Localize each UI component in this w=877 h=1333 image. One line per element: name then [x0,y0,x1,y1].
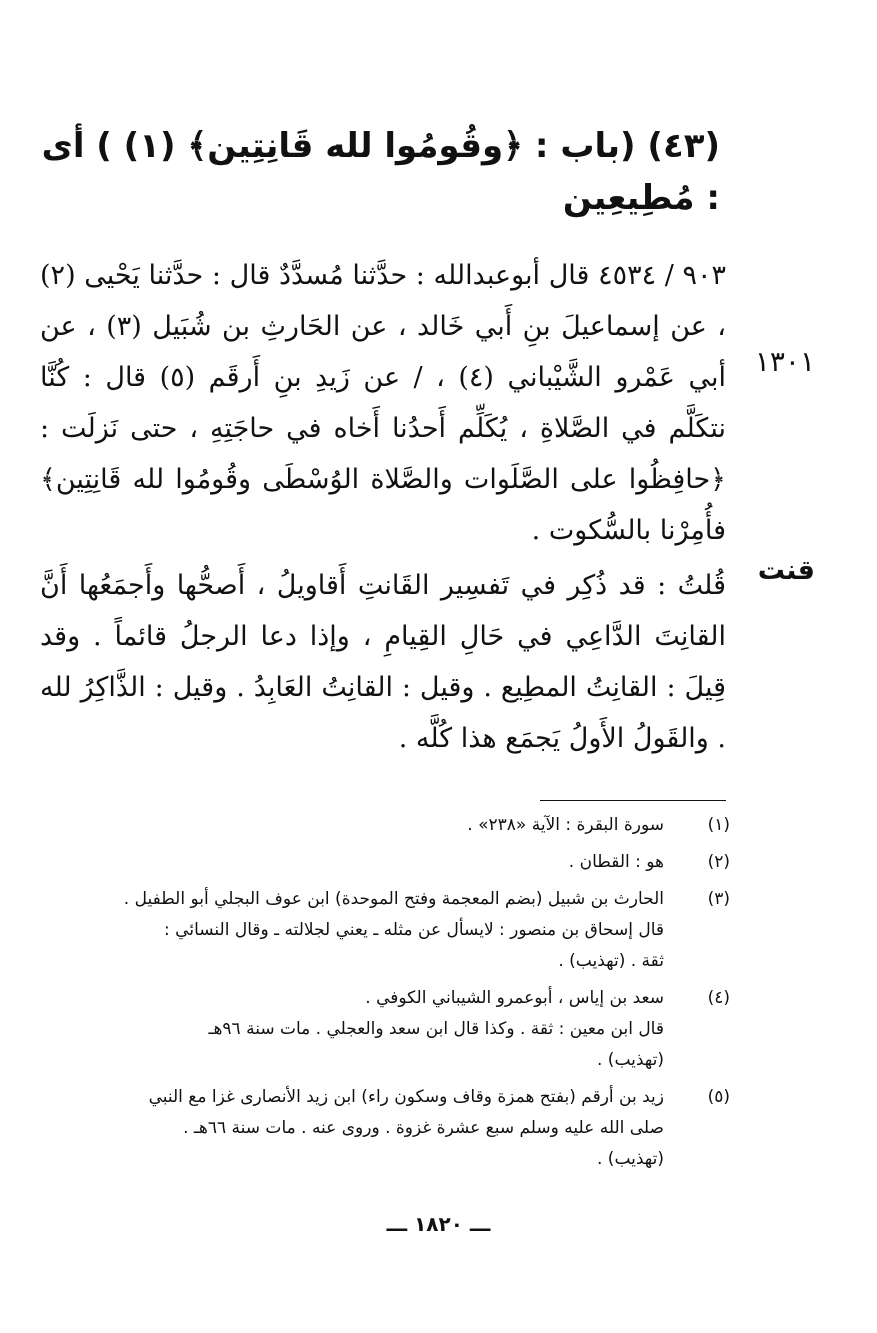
footnote-line: (تهذيب) . [597,1149,664,1169]
footnote-line: الحارث بن شبيل (بضم المعجمة وفتح الموحدة) ابن عوف البجلي أبو الطفيل . [123,889,664,909]
footnote-number: (١) [707,815,730,835]
margin-page-number: ١٣٠١ [754,345,815,378]
footnote [40,847,730,878]
hadith-paragraph: ٩٠٣ / ٤٥٣٤ قال أبوعبدالله : حدَّثنا مُسدَّدٌ قال : حدَّثنا يَحْيى (٢) ، عن إسماعيلَ بنِ أَبي خَالد ، عن الحَارثِ بن شُبَيل (٣) ، عن أبي عَمْرو الشَّيْباني (٤) ، / عن زَيدِ بنِ أَرقَم (٥) قال : كُنَّا نتكَلَّم في الصَّلاةِ ، يُكَلِّم أَحدُنا أَخاه في حاجَتِهِ ، حتى نَزلَت : ﴿حافِظُوا على الصَّلَوات والصَّلاة الوُسْطَى وقُومُوا لله قَانِتِين﴾ فأُمِرْنا بالسُّكوت . [40,260,727,546]
footnote-line: هو : القطان . [568,852,664,872]
commentary-paragraph: قُلتُ : قد ذُكِر في تَفسِير القَانتِ أَقاويلُ ، أَصحُّها وأَجمَعُها أَنَّ القانِتَ الدَّاعِي في حَالِ القِيامِ ، وإذا دعا الرجلُ قائماً . وقد قِيلَ : القانِتُ المطِيع . وقيل : القانِتُ العَابِدُ . وقيل : الذَّاكِرُ لله . والقَولُ الأَولُ يَجمَع هذا كُلَّه . [40,570,726,754]
footnote-number: (٣) [707,889,730,909]
footnote [40,810,730,841]
footnotes-section [40,810,730,1181]
footnote [40,884,730,977]
footnote [40,1082,730,1175]
footnote-line: سورة البقرة : الآية «٢٣٨» . [467,815,664,835]
footnote-divider [540,800,726,801]
footnote-line: زيد بن أرقم (بفتح همزة وقاف وسكون راء) ابن زيد الأنصارى غزا مع النبي [148,1087,664,1107]
footnote-line: قال إسحاق بن منصور : لايسأل عن مثله ـ يعني لجلالته ـ وقال النسائي : [164,920,664,940]
footnote-number: (٤) [707,988,730,1008]
footnote-line: قال ابن معين : ثقة . وكذا قال ابن سعد والعجلي . مات سنة ٩٦هـ [208,1019,664,1039]
footnote-line: ثقة . (تهذيب) . [558,951,664,971]
chapter-heading: (٤٣) (باب : ﴿وقُومُوا لله قَانِتِين﴾ (١) ) أى : مُطِيعِين [41,126,720,218]
footnote-number: (٥) [707,1087,730,1107]
margin-keyword: قنت [757,555,815,586]
footnote-line: (تهذيب) . [597,1050,664,1070]
footnote-line: صلى الله عليه وسلم سبع عشرة غزوة . وروى عنه . مات سنة ٦٦هـ . [183,1118,664,1138]
footnote-number: (٢) [707,852,730,872]
footnote [40,983,730,1076]
footnote-line: سعد بن إياس ، أبوعمرو الشيباني الكوفي . [365,988,664,1008]
page-number: ـــ ١٨٢٠ ـــ [386,1212,491,1236]
